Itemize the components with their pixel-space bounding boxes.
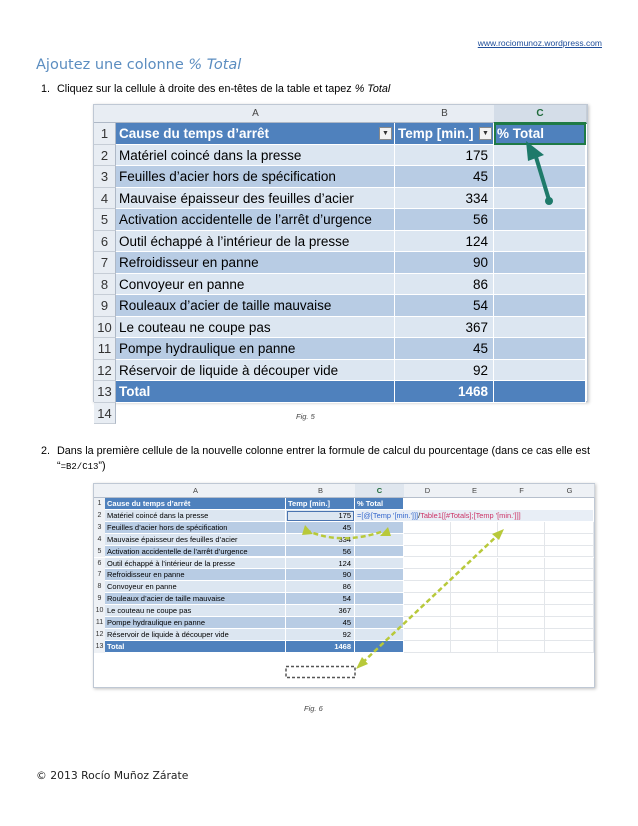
table-row — [94, 274, 587, 296]
empty-cell[interactable] — [451, 546, 498, 558]
row-number[interactable]: 12 — [94, 629, 106, 641]
table-row — [94, 558, 594, 570]
table-row — [94, 546, 594, 558]
header-percent-total[interactable]: % Total — [355, 498, 404, 510]
empty-cell[interactable] — [545, 534, 594, 546]
cell-percent[interactable] — [494, 166, 586, 188]
table-row — [94, 629, 594, 641]
header-cause[interactable]: Cause du temps d’arrêt ▼ — [116, 123, 395, 145]
cell-temp[interactable]: 92 — [395, 360, 494, 382]
row-number[interactable]: 6 — [94, 558, 106, 570]
cell-cause[interactable]: Rouleaux d’acier de taille mauvaise — [116, 295, 395, 317]
site-link[interactable]: www.rociomunoz.wordpress.com — [477, 38, 602, 48]
row-number[interactable]: 12 — [94, 360, 116, 382]
empty-cell[interactable] — [404, 629, 451, 641]
table-row — [94, 617, 594, 629]
empty-cell[interactable] — [404, 569, 451, 581]
filter-dropdown-icon[interactable]: ▼ — [379, 127, 392, 140]
row-number[interactable]: 10 — [94, 317, 116, 339]
cell-percent[interactable] — [355, 629, 404, 641]
header-temp[interactable]: Temp [min.] — [286, 498, 355, 510]
table-total-row — [94, 381, 587, 403]
empty-cell[interactable] — [498, 605, 545, 617]
cell-temp[interactable]: 56 — [286, 546, 355, 558]
cell-temp[interactable]: 54 — [395, 295, 494, 317]
empty-cell[interactable] — [498, 629, 545, 641]
empty-cell[interactable] — [545, 593, 594, 605]
table-row — [94, 593, 594, 605]
row-number[interactable]: 8 — [94, 274, 116, 296]
row-number[interactable]: 9 — [94, 593, 106, 605]
header-temp[interactable]: Temp [min.] ▼ — [395, 123, 494, 145]
empty-cell[interactable] — [498, 593, 545, 605]
table-row — [94, 510, 594, 522]
cell-cause[interactable]: Convoyeur en panne — [105, 581, 286, 593]
empty-cell[interactable] — [404, 546, 451, 558]
empty-cell[interactable] — [451, 534, 498, 546]
step-2-number: 2. — [41, 445, 51, 457]
cell-temp[interactable]: 45 — [395, 338, 494, 360]
table-total-row — [94, 641, 594, 653]
empty-cell[interactable] — [545, 569, 594, 581]
cell-percent[interactable] — [355, 546, 404, 558]
empty-cell[interactable] — [451, 581, 498, 593]
empty-cell[interactable] — [498, 617, 545, 629]
cell-cause[interactable]: Outil échappé à l’intérieur de la presse — [116, 231, 395, 253]
empty-cell[interactable] — [404, 581, 451, 593]
row-number[interactable]: 1 — [94, 498, 106, 510]
header-cause[interactable]: Cause du temps d’arrêt — [105, 498, 286, 510]
empty-cell[interactable] — [498, 522, 545, 534]
step-2-instruction: 2. Dans la première cellule de la nouvelle colonne entrer la formule de calcul du pourcentage (dans ce cas elle est “=B2/C13”) — [41, 445, 590, 472]
cell-total-label[interactable]: Total — [116, 381, 395, 403]
cell-percent[interactable] — [494, 338, 586, 360]
cell-temp[interactable]: 45 — [286, 522, 355, 534]
empty-cell[interactable] — [498, 581, 545, 593]
empty-cell[interactable] — [404, 534, 451, 546]
cell-temp[interactable]: 45 — [286, 617, 355, 629]
table-row — [94, 403, 587, 425]
cell-temp[interactable]: 334 — [286, 534, 355, 546]
empty-cell[interactable] — [545, 581, 594, 593]
screenshot-figure-6 — [93, 483, 595, 688]
empty-cell[interactable] — [545, 546, 594, 558]
empty-cell[interactable] — [404, 605, 451, 617]
row-number[interactable]: 3 — [94, 166, 116, 188]
row-number[interactable]: 11 — [94, 617, 106, 629]
table-row — [94, 569, 594, 581]
cell-percent[interactable] — [355, 617, 404, 629]
empty-cell[interactable] — [545, 522, 594, 534]
row-number[interactable]: 2 — [94, 145, 116, 167]
row-number[interactable]: 8 — [94, 581, 106, 593]
cell-total-label[interactable]: Total — [105, 641, 286, 653]
cell-temp[interactable]: 56 — [395, 209, 494, 231]
table-row — [94, 252, 587, 274]
column-header-d[interactable]: D — [404, 484, 452, 498]
row-number[interactable]: 11 — [94, 338, 116, 360]
cell-percent[interactable] — [494, 317, 586, 339]
table-row — [94, 295, 587, 317]
empty-cell[interactable] — [498, 546, 545, 558]
cell-percent[interactable] — [494, 295, 586, 317]
empty-cell[interactable] — [451, 617, 498, 629]
cell-cause[interactable]: Le couteau ne coupe pas — [105, 605, 286, 617]
column-header-c[interactable]: C — [494, 105, 587, 124]
cell-cause[interactable]: Rouleaux d’acier de taille mauvaise — [105, 593, 286, 605]
empty-cell[interactable] — [451, 593, 498, 605]
cell-percent[interactable] — [494, 252, 586, 274]
cell-cause[interactable]: Convoyeur en panne — [116, 274, 395, 296]
cell-temp[interactable]: 175 — [395, 145, 494, 167]
row-number[interactable]: 10 — [94, 605, 106, 617]
empty-cell[interactable] — [545, 558, 594, 570]
row-number[interactable]: 13 — [94, 381, 116, 403]
cell-temp[interactable]: 90 — [395, 252, 494, 274]
empty-cell[interactable] — [451, 558, 498, 570]
table-row — [94, 360, 587, 382]
footer-copyright: © 2013 Rocío Muñoz Zárate — [36, 769, 189, 782]
cell-temp[interactable]: 334 — [395, 188, 494, 210]
cell-temp[interactable]: 54 — [286, 593, 355, 605]
row-number[interactable]: 7 — [94, 569, 106, 581]
table-row — [94, 534, 594, 546]
empty-cell[interactable] — [451, 641, 498, 653]
column-header-b[interactable]: B — [286, 484, 356, 498]
empty-cell[interactable] — [498, 641, 545, 653]
cell-cause[interactable]: Activation accidentelle de l’arrêt d’urgence — [105, 546, 286, 558]
cell-percent[interactable] — [355, 522, 404, 534]
empty-cell[interactable] — [451, 522, 498, 534]
table-row — [94, 209, 587, 231]
column-header-f[interactable]: F — [498, 484, 546, 498]
row-number[interactable]: 6 — [94, 231, 116, 253]
cell-cause[interactable]: Mauvaise épaisseur des feuilles d’acier — [105, 534, 286, 546]
cell-total-percent[interactable] — [355, 641, 404, 653]
cell-temp[interactable]: 90 — [286, 569, 355, 581]
cell-cause[interactable]: Feuilles d’acier hors de spécification — [116, 166, 395, 188]
column-header-a[interactable]: A — [105, 484, 287, 498]
cell-percent[interactable] — [355, 581, 404, 593]
cell-temp[interactable]: 175 — [286, 510, 355, 522]
cell-cause[interactable]: Refroidisseur en panne — [105, 569, 286, 581]
row-number[interactable]: 3 — [94, 522, 106, 534]
cell-percent[interactable] — [494, 231, 586, 253]
cell-cause[interactable]: Activation accidentelle de l’arrêt d’urgence — [116, 209, 395, 231]
row-number[interactable]: 5 — [94, 209, 116, 231]
row-number[interactable]: 14 — [94, 403, 116, 425]
empty-cell[interactable] — [545, 617, 594, 629]
empty-cell[interactable] — [498, 534, 545, 546]
cell-total-percent[interactable] — [494, 381, 586, 403]
cell-cause[interactable]: Réservoir de liquide à découper vide — [116, 360, 395, 382]
empty-cell[interactable] — [404, 558, 451, 570]
formula-text: =[@[Temp '[min.']]]/Table1[[#Totals];[Temp '[min.']]] — [357, 510, 521, 520]
empty-cell[interactable] — [404, 617, 451, 629]
cell-percent[interactable] — [355, 534, 404, 546]
cell-temp[interactable]: 92 — [286, 629, 355, 641]
cell-temp[interactable]: 124 — [395, 231, 494, 253]
header-percent-total[interactable]: % Total — [494, 123, 586, 145]
section-heading: Ajoutez une colonne % Total — [36, 57, 242, 73]
row-number[interactable]: 7 — [94, 252, 116, 274]
step-1-number: 1. — [41, 83, 51, 95]
cell-percent[interactable] — [355, 569, 404, 581]
table-row — [94, 231, 587, 253]
cell-percent[interactable] — [494, 209, 586, 231]
row-number[interactable]: 4 — [94, 188, 116, 210]
figure-caption-6: Fig. 6 — [304, 704, 323, 713]
empty-cell[interactable] — [498, 558, 545, 570]
filter-dropdown-icon[interactable]: ▼ — [479, 127, 492, 140]
column-header-c[interactable]: C — [355, 484, 405, 498]
empty-cell[interactable] — [404, 593, 451, 605]
select-all-corner[interactable] — [94, 105, 117, 123]
empty-cell[interactable] — [545, 629, 594, 641]
table-header-row — [94, 498, 594, 510]
cell-total-value[interactable]: 1468 — [286, 641, 355, 653]
column-header-b[interactable]: B — [395, 105, 495, 123]
cell-percent[interactable] — [355, 605, 404, 617]
cell-cause[interactable]: Pompe hydraulique en panne — [116, 338, 395, 360]
empty-cell[interactable] — [545, 605, 594, 617]
cell-total-value[interactable]: 1468 — [395, 381, 494, 403]
row-number[interactable]: 13 — [94, 641, 106, 653]
row-number[interactable]: 4 — [94, 534, 106, 546]
cell-percent[interactable] — [494, 145, 586, 167]
empty-cell[interactable] — [498, 569, 545, 581]
table-row — [94, 145, 587, 167]
table-row — [94, 605, 594, 617]
cell-percent[interactable] — [494, 274, 586, 296]
table-row — [94, 188, 587, 210]
cell-temp[interactable]: 86 — [286, 581, 355, 593]
column-header-g[interactable]: G — [545, 484, 595, 498]
cell-percent[interactable] — [494, 188, 586, 210]
empty-cell[interactable] — [451, 569, 498, 581]
cell-percent[interactable] — [494, 360, 586, 382]
cell-temp[interactable]: 124 — [286, 558, 355, 570]
table-row — [94, 338, 587, 360]
cell-temp[interactable]: 367 — [286, 605, 355, 617]
table-row — [94, 581, 594, 593]
table-header-row — [94, 123, 587, 145]
empty-cell[interactable] — [545, 641, 594, 653]
table-row — [94, 522, 594, 534]
row-number[interactable]: 2 — [94, 510, 106, 522]
cell-cause[interactable]: Matériel coincé dans la presse — [105, 510, 286, 522]
empty-cell[interactable] — [404, 522, 451, 534]
cell-percent[interactable] — [355, 593, 404, 605]
cell-cause[interactable]: Pompe hydraulique en panne — [105, 617, 286, 629]
step-1-instruction: 1. Cliquez sur la cellule à droite des en-têtes de la table et tapez % Total — [41, 83, 391, 95]
cell-temp[interactable]: 86 — [395, 274, 494, 296]
table-row — [94, 317, 587, 339]
cell-cause[interactable]: Le couteau ne coupe pas — [116, 317, 395, 339]
figure-caption-5: Fig. 5 — [296, 412, 315, 421]
cell-cause[interactable]: Feuilles d’acier hors de spécification — [105, 522, 286, 534]
table-row — [94, 166, 587, 188]
cell-cause[interactable]: Matériel coincé dans la presse — [116, 145, 395, 167]
row-number[interactable]: 9 — [94, 295, 116, 317]
cell-cause[interactable]: Refroidisseur en panne — [116, 252, 395, 274]
column-header-a[interactable]: A — [116, 105, 396, 123]
empty-cell[interactable] — [451, 629, 498, 641]
cell-cause[interactable]: Outil échappé à l’intérieur de la presse — [105, 558, 286, 570]
cell-temp[interactable]: 367 — [395, 317, 494, 339]
row-number[interactable]: 5 — [94, 546, 106, 558]
cell-cause[interactable]: Réservoir de liquide à découper vide — [105, 629, 286, 641]
formula-cell[interactable] — [355, 510, 594, 522]
cell-percent[interactable] — [355, 558, 404, 570]
empty-cell[interactable] — [451, 605, 498, 617]
cell-temp[interactable]: 45 — [395, 166, 494, 188]
column-header-e[interactable]: E — [451, 484, 499, 498]
row-number[interactable]: 1 — [94, 123, 116, 145]
cell-cause[interactable]: Mauvaise épaisseur des feuilles d’acier — [116, 188, 395, 210]
empty-cell[interactable] — [404, 641, 451, 653]
